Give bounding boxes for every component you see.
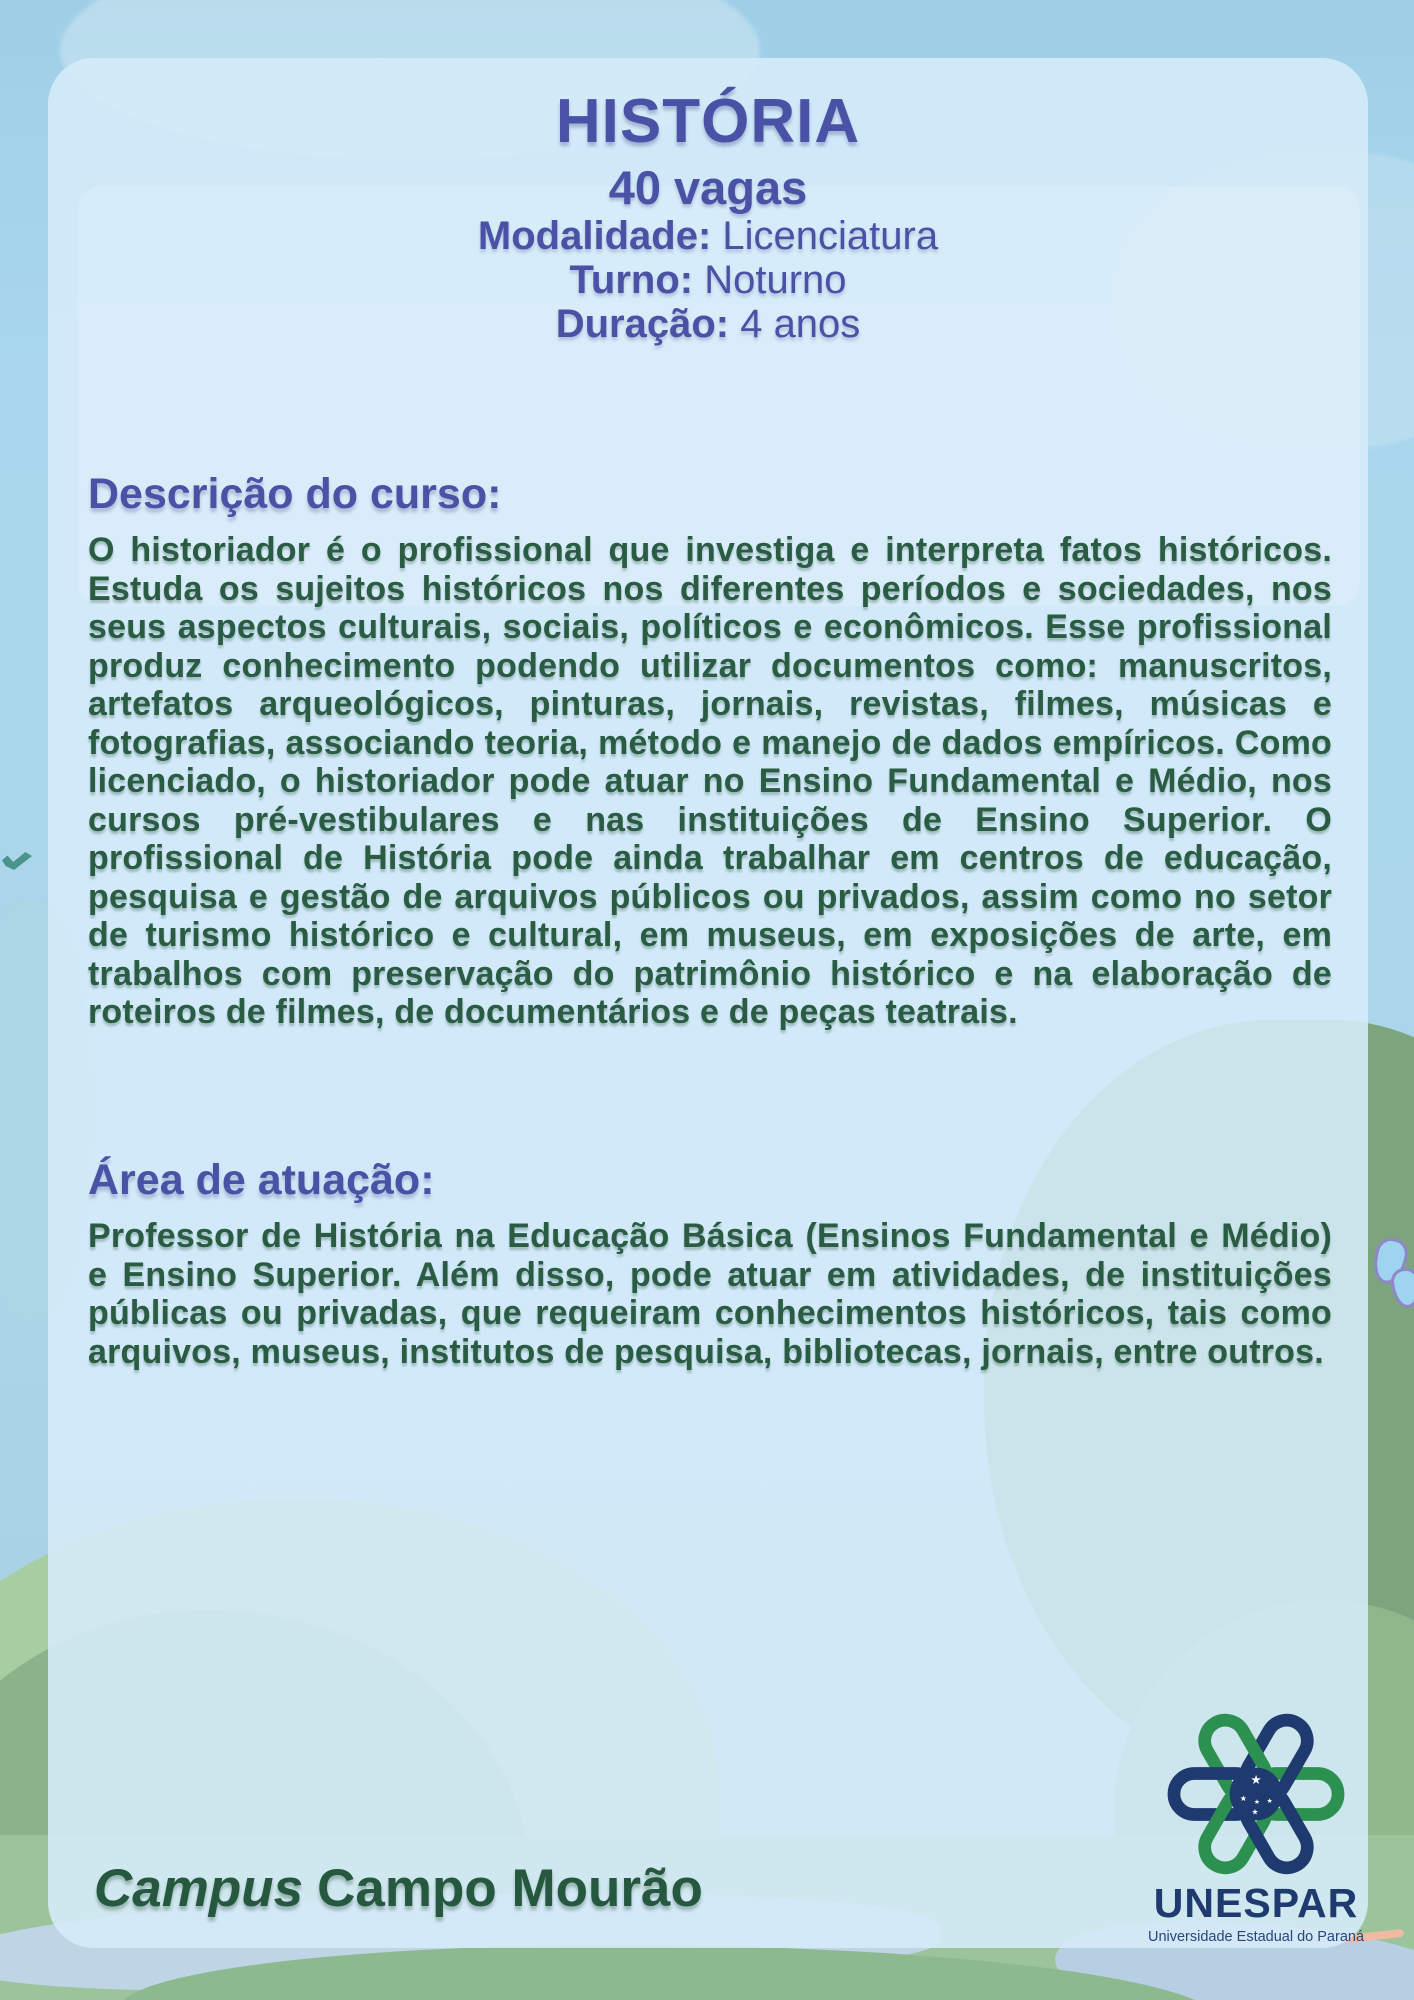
detail-value: 4 anos [740, 302, 861, 346]
svg-text:★: ★ [1253, 1797, 1261, 1806]
course-card [48, 58, 1368, 1948]
logo-acronym: UNESPAR [1153, 1880, 1359, 1926]
vacancies-count: 40 vagas [608, 161, 808, 214]
svg-text:★: ★ [1266, 1796, 1273, 1805]
detail-label: Turno: [569, 258, 694, 302]
detail-value: Licenciatura [722, 214, 939, 258]
detail-modalidade [48, 214, 1368, 258]
detail-value: Noturno [704, 258, 847, 302]
section-heading: Descrição do curso: [88, 470, 502, 518]
section-course-description [88, 470, 1332, 1032]
svg-text:★: ★ [1239, 1793, 1247, 1803]
course-details [48, 214, 1368, 346]
section-heading: Área de atuação: [88, 1156, 435, 1204]
section-body: O historiador é o profissional que investiga e interpreta fatos históricos. Estuda os sujeitos históricos nos diferentes períodos e sociedades, nos seus aspectos culturais, sociais, políticos e econômicos. Esse profissional produz conhecimento podendo utilizar documentos como: manuscritos, artefatos arqueológicos, pinturas, jornais, revistas, filmes, músicas e fotografias, associando teoria, método e manejo de dados empíricos. Como licenciado, o historiador pode atuar no Ensino Fundamental e Médio, nos cursos pré-vestibulares e nas instituições de Ensino Superior. O profissional de História pode ainda trabalhar em centros de educação, pesquisa e gestão de arquivos públicos ou privados, assim como no setor de turismo histórico e cultural, em museus, em exposições de arte, em trabalhos com preservação do patrimônio histórico e na elaboração de roteiros de filmes, de documentários e de peças teatrais. [88, 531, 1332, 1031]
svg-text:★: ★ [1250, 1772, 1262, 1788]
svg-text:★: ★ [1251, 1807, 1259, 1817]
detail-label: Duração: [555, 302, 730, 346]
unespar-logo [1136, 1710, 1376, 1945]
detail-turno [48, 258, 1368, 302]
detail-label: Modalidade: [477, 214, 712, 258]
section-body: Professor de História na Educação Básica (Ensinos Fundamental e Médio) e Ensino Superior. Além disso, pode atuar em atividades, de instituições públicas ou privadas, que requeiram conhecimentos históricos, tais como arquivos, museus, institutos de pesquisa, bibliotecas, jornais, entre outros. [88, 1217, 1332, 1371]
campus-city: Campo Mourão [317, 1859, 703, 1918]
detail-duracao [48, 302, 1368, 346]
section-work-field [88, 1156, 1332, 1371]
campus-name [94, 1858, 703, 1919]
unespar-flower-icon [1166, 1710, 1346, 1878]
logo-subtitle: Universidade Estadual do Paraná [1147, 1929, 1365, 1945]
campus-prefix: Campus [94, 1859, 304, 1918]
course-title: HISTÓRIA [555, 87, 861, 156]
